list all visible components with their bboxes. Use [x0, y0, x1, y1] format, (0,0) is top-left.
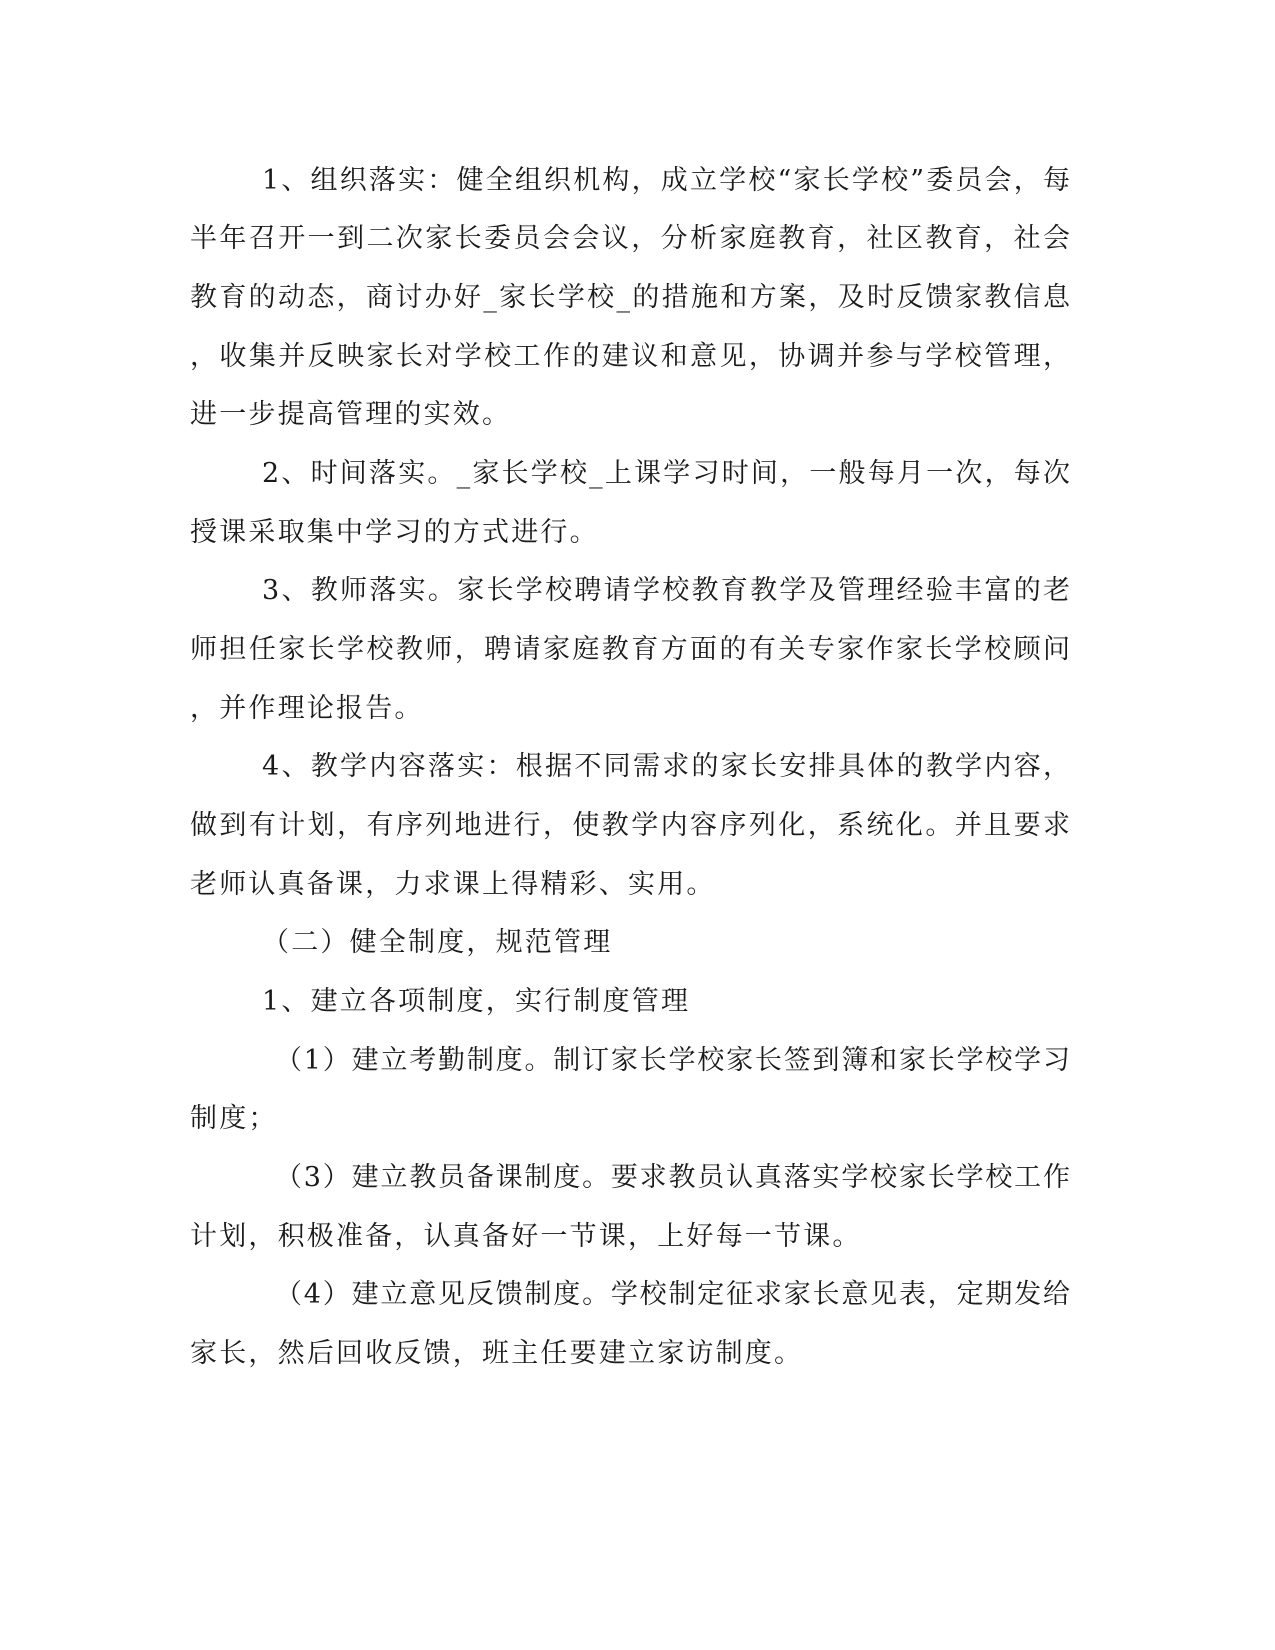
- paragraph-4-line-3: 老师认真备课，力求课上得精彩、实用。: [190, 869, 716, 900]
- item-3-line-1: （3）建立教员备课制度。要求教员认真落实学校家长学校工作: [275, 1162, 1070, 1193]
- paragraph-1-line-3: 教育的动态，商讨办好_家长学校_的措施和方案，及时反馈家教信息: [190, 282, 1070, 313]
- item-4-line-2: 家长，然后回收反馈，班主任要建立家访制度。: [190, 1338, 804, 1369]
- subsection-heading: 1、建立各项制度，实行制度管理: [262, 986, 691, 1017]
- paragraph-3-line-1: 3、教师落实。家长学校聘请学校教育教学及管理经验丰富的老: [262, 575, 1070, 606]
- item-4-line-1: （4）建立意见反馈制度。学校制定征求家长意见表，定期发给: [275, 1279, 1070, 1310]
- paragraph-2-line-2: 授课采取集中学习的方式进行。: [190, 517, 599, 548]
- item-1-line-1: （1）建立考勤制度。制订家长学校家长签到簿和家长学校学习: [275, 1045, 1070, 1076]
- paragraph-1-line-2: 半年召开一到二次家长委员会会议，分析家庭教育，社区教育，社会: [190, 223, 1070, 254]
- paragraph-4-line-2: 做到有计划，有序列地进行，使教学内容序列化，系统化。并且要求: [190, 810, 1070, 841]
- item-3-line-2: 计划，积极准备，认真备好一节课，上好每一节课。: [190, 1221, 862, 1252]
- paragraph-1-line-5: 进一步提高管理的实效。: [190, 399, 512, 430]
- paragraph-1-line-4: ，收集并反映家长对学校工作的建议和意见，协调并参与学校管理，: [190, 341, 1070, 372]
- section-heading: （二）健全制度，规范管理: [262, 927, 613, 958]
- paragraph-1-line-1: 1、组织落实：健全组织机构，成立学校“家长学校”委员会，每: [262, 165, 1070, 196]
- item-1-line-2: 制度；: [190, 1103, 278, 1134]
- paragraph-3-line-2: 师担任家长学校教师，聘请家庭教育方面的有关专家作家长学校顾问: [190, 634, 1070, 665]
- paragraph-2-line-1: 2、时间落实。_家长学校_上课学习时间，一般每月一次，每次: [262, 458, 1070, 489]
- paragraph-4-line-1: 4、教学内容落实：根据不同需求的家长安排具体的教学内容，: [262, 751, 1070, 782]
- paragraph-3-line-3: ，并作理论报告。: [190, 693, 424, 724]
